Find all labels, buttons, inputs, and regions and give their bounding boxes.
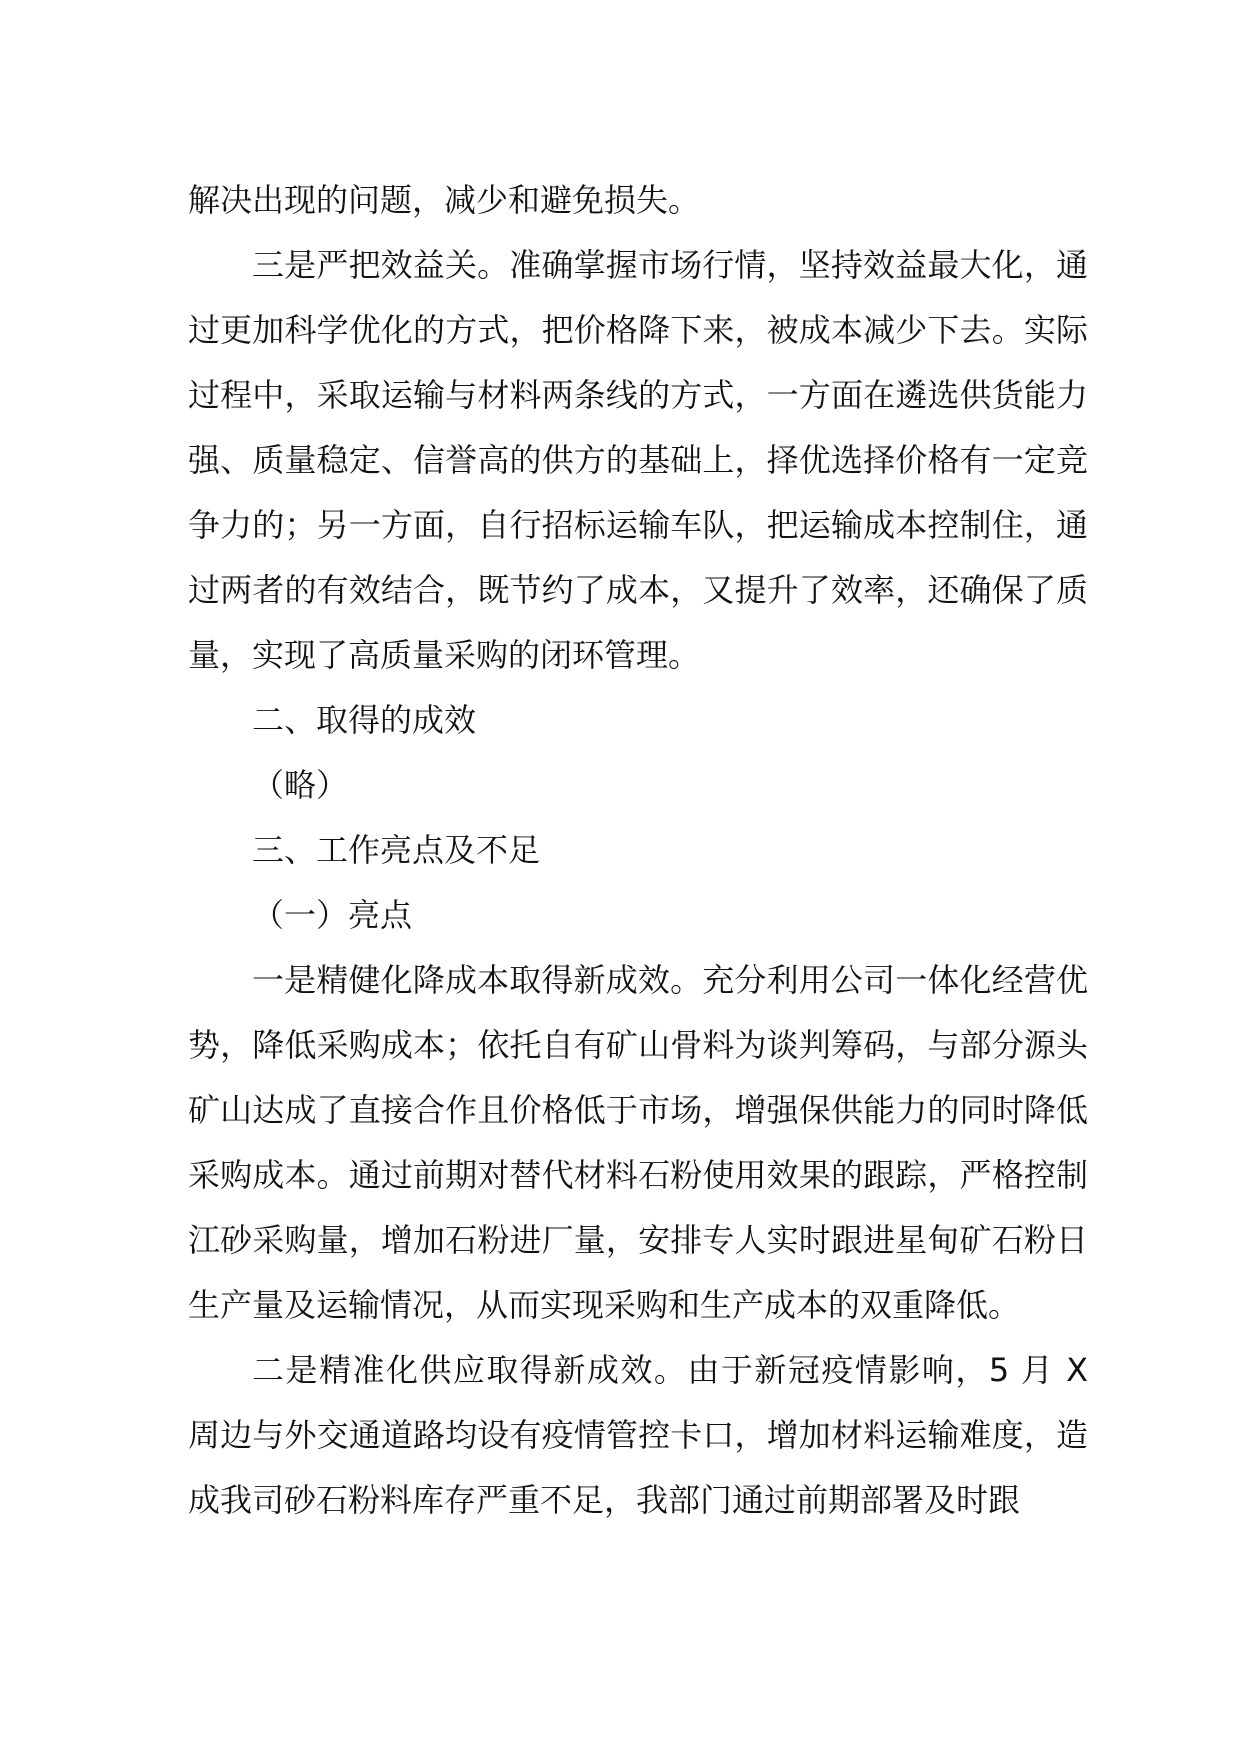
paragraph-cost-reduction: 一是精健化降成本取得新成效。充分利用公司一体化经营优势，降低采购成本；依托自有矿山骨料为谈判筹码，与部分源头矿山达成了直接合作且价格低于市场，增强保供能力的同时降低采购成本。通过前期对替代材料石粉使用效果的跟踪，严格控制江砂采购量，增加石粉进厂量，安排专人实时跟进星甸矿石粉日生产量及运输情况，从而实现采购和生产成本的双重降低。: [188, 961, 1088, 1324]
paragraph-precise-supply: 二是精准化供应取得新成效。由于新冠疫情影响，5 月 X 周边与外交通道路均设有疫情管控卡口，增加材料运输难度，造成我司砂石粉料库存严重不足，我部门通过前期部署及时跟: [188, 1351, 1088, 1519]
document-body: [188, 168, 1088, 1533]
section-heading-highlights-shortcomings: 三、工作亮点及不足: [252, 831, 541, 869]
subsection-heading-highlights: （一）亮点: [252, 896, 413, 934]
paragraph-benefit-control: 三是严把效益关。准确掌握市场行情，坚持效益最大化，通过更加科学优化的方式，把价格降下来，被成本减少下去。实际过程中，采取运输与材料两条线的方式，一方面在遴选供货能力强、质量稳定、信誉高的供方的基础上，择优选择价格有一定竞争力的；另一方面，自行招标运输车队，把运输成本控制住，通过两者的有效结合，既节约了成本，又提升了效率，还确保了质量，实现了高质量采购的闭环管理。: [188, 246, 1088, 674]
section-heading-results: 二、取得的成效: [252, 701, 477, 739]
paragraph-omitted: （略）: [252, 766, 349, 804]
paragraph-continuation: 解决出现的问题，减少和避免损失。: [188, 181, 701, 219]
